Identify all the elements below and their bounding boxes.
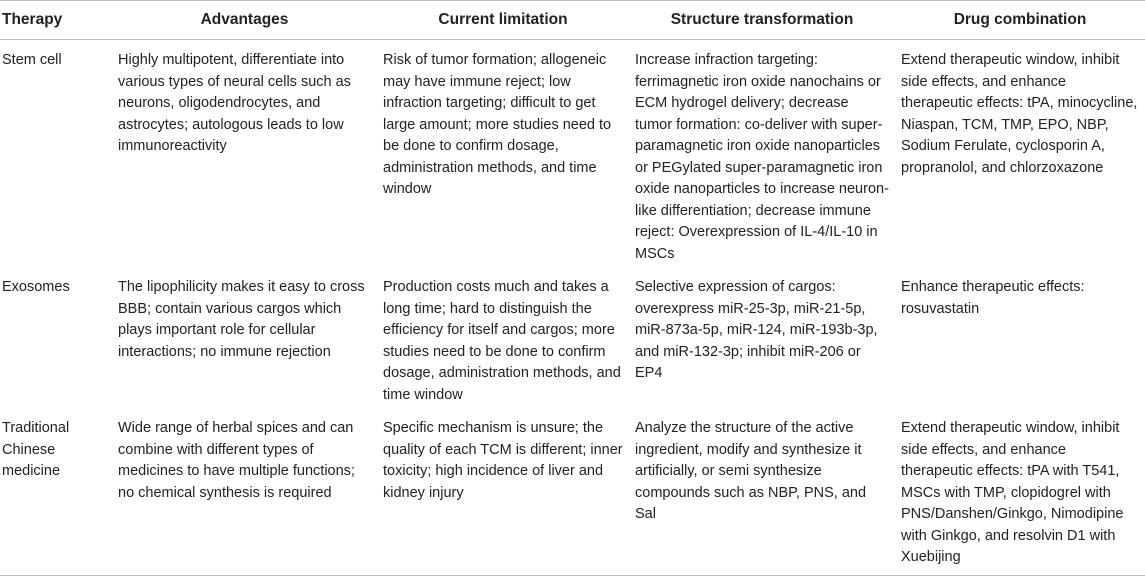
cell-advantages: The lipophilicity makes it easy to cross BBB; contain various cargos which plays important role for cellular interactions; no immune rejection: [118, 279, 365, 360]
cell-therapy: Exosomes: [2, 279, 70, 295]
header-current-limitation: Current limitation: [377, 1, 629, 40]
table-header: [0, 1, 1145, 40]
table-row: [0, 40, 1145, 268]
header-row: [0, 1, 1145, 40]
header-drug-combination: Drug combination: [895, 1, 1145, 40]
cell-therapy: Stem cell: [2, 52, 62, 68]
cell-structure: Analyze the structure of the active ingredient, modify and synthesize it artificially, or semi synthesize compounds such as NBP, PNS, and Sal: [629, 408, 895, 575]
cell-advantages: Highly multipotent, differentiate into various types of neural cells such as neurons, oligodendrocytes, and astrocytes; autologous leads to low immunoreactivity: [118, 52, 351, 154]
header-structure-transformation: Structure transformation: [629, 1, 895, 40]
cell-combination: Extend therapeutic window, inhibit side effects, and enhance therapeutic effects: tPA, minocycline, Niaspan, TCM, TMP, EPO, NBP, Sodium Ferulate, cyclosporin A, propranolol, and chlorzoxazone: [901, 52, 1138, 176]
cell-structure: Increase infraction targeting: ferrimagnetic iron oxide nanochains or ECM hydrogel delivery; decrease tumor formation: co-deliver with super-paramagnetic iron oxide nanoparticles or PEGylated super-paramagnetic iron oxide nanoparticles to increase neuron-like differentiation; decrease immune reject: Overexpression of IL-4/IL-10 in MSCs: [635, 52, 889, 262]
table-row: [0, 408, 1145, 575]
header-therapy: Therapy: [0, 1, 112, 40]
cell-structure: Selective expression of cargos: overexpress miR-25-3p, miR-21-5p, miR-873a-5p, miR-124, miR-193b-3p, and miR-132-3p; inhibit miR-206 or EP4: [635, 279, 878, 381]
cell-combination: Extend therapeutic window, inhibit side effects, and enhance therapeutic effects: tPA with T541, MSCs with TMP, clopidogrel with PNS/Danshen/Ginkgo, Nimodipine with Ginkgo, and resolvin D1 with Xuebijing: [895, 408, 1145, 575]
cell-limitation: Production costs much and takes a long time; hard to distinguish the efficiency for itself and cargos; more studies need to be done to confirm dosage, administration methods, and time window: [383, 279, 621, 403]
cell-limitation: Risk of tumor formation; allogeneic may have immune reject; low infraction targeting; difficult to get large amount; more studies need to be done to confirm dosage, administration methods, and time window: [383, 52, 612, 197]
cell-combination: Enhance therapeutic effects: rosuvastatin: [901, 279, 1085, 317]
cell-limitation: Specific mechanism is unsure; the quality of each TCM is different; inner toxicity; high incidence of liver and kidney injury: [377, 408, 629, 575]
header-advantages: Advantages: [112, 1, 377, 40]
cell-advantages: Wide range of herbal spices and can combine with different types of medicines to have multiple functions; no chemical synthesis is required: [112, 408, 377, 575]
table-row: [0, 267, 1145, 408]
table-body: [0, 40, 1145, 576]
cell-therapy: Traditional Chinese medicine: [0, 408, 112, 575]
